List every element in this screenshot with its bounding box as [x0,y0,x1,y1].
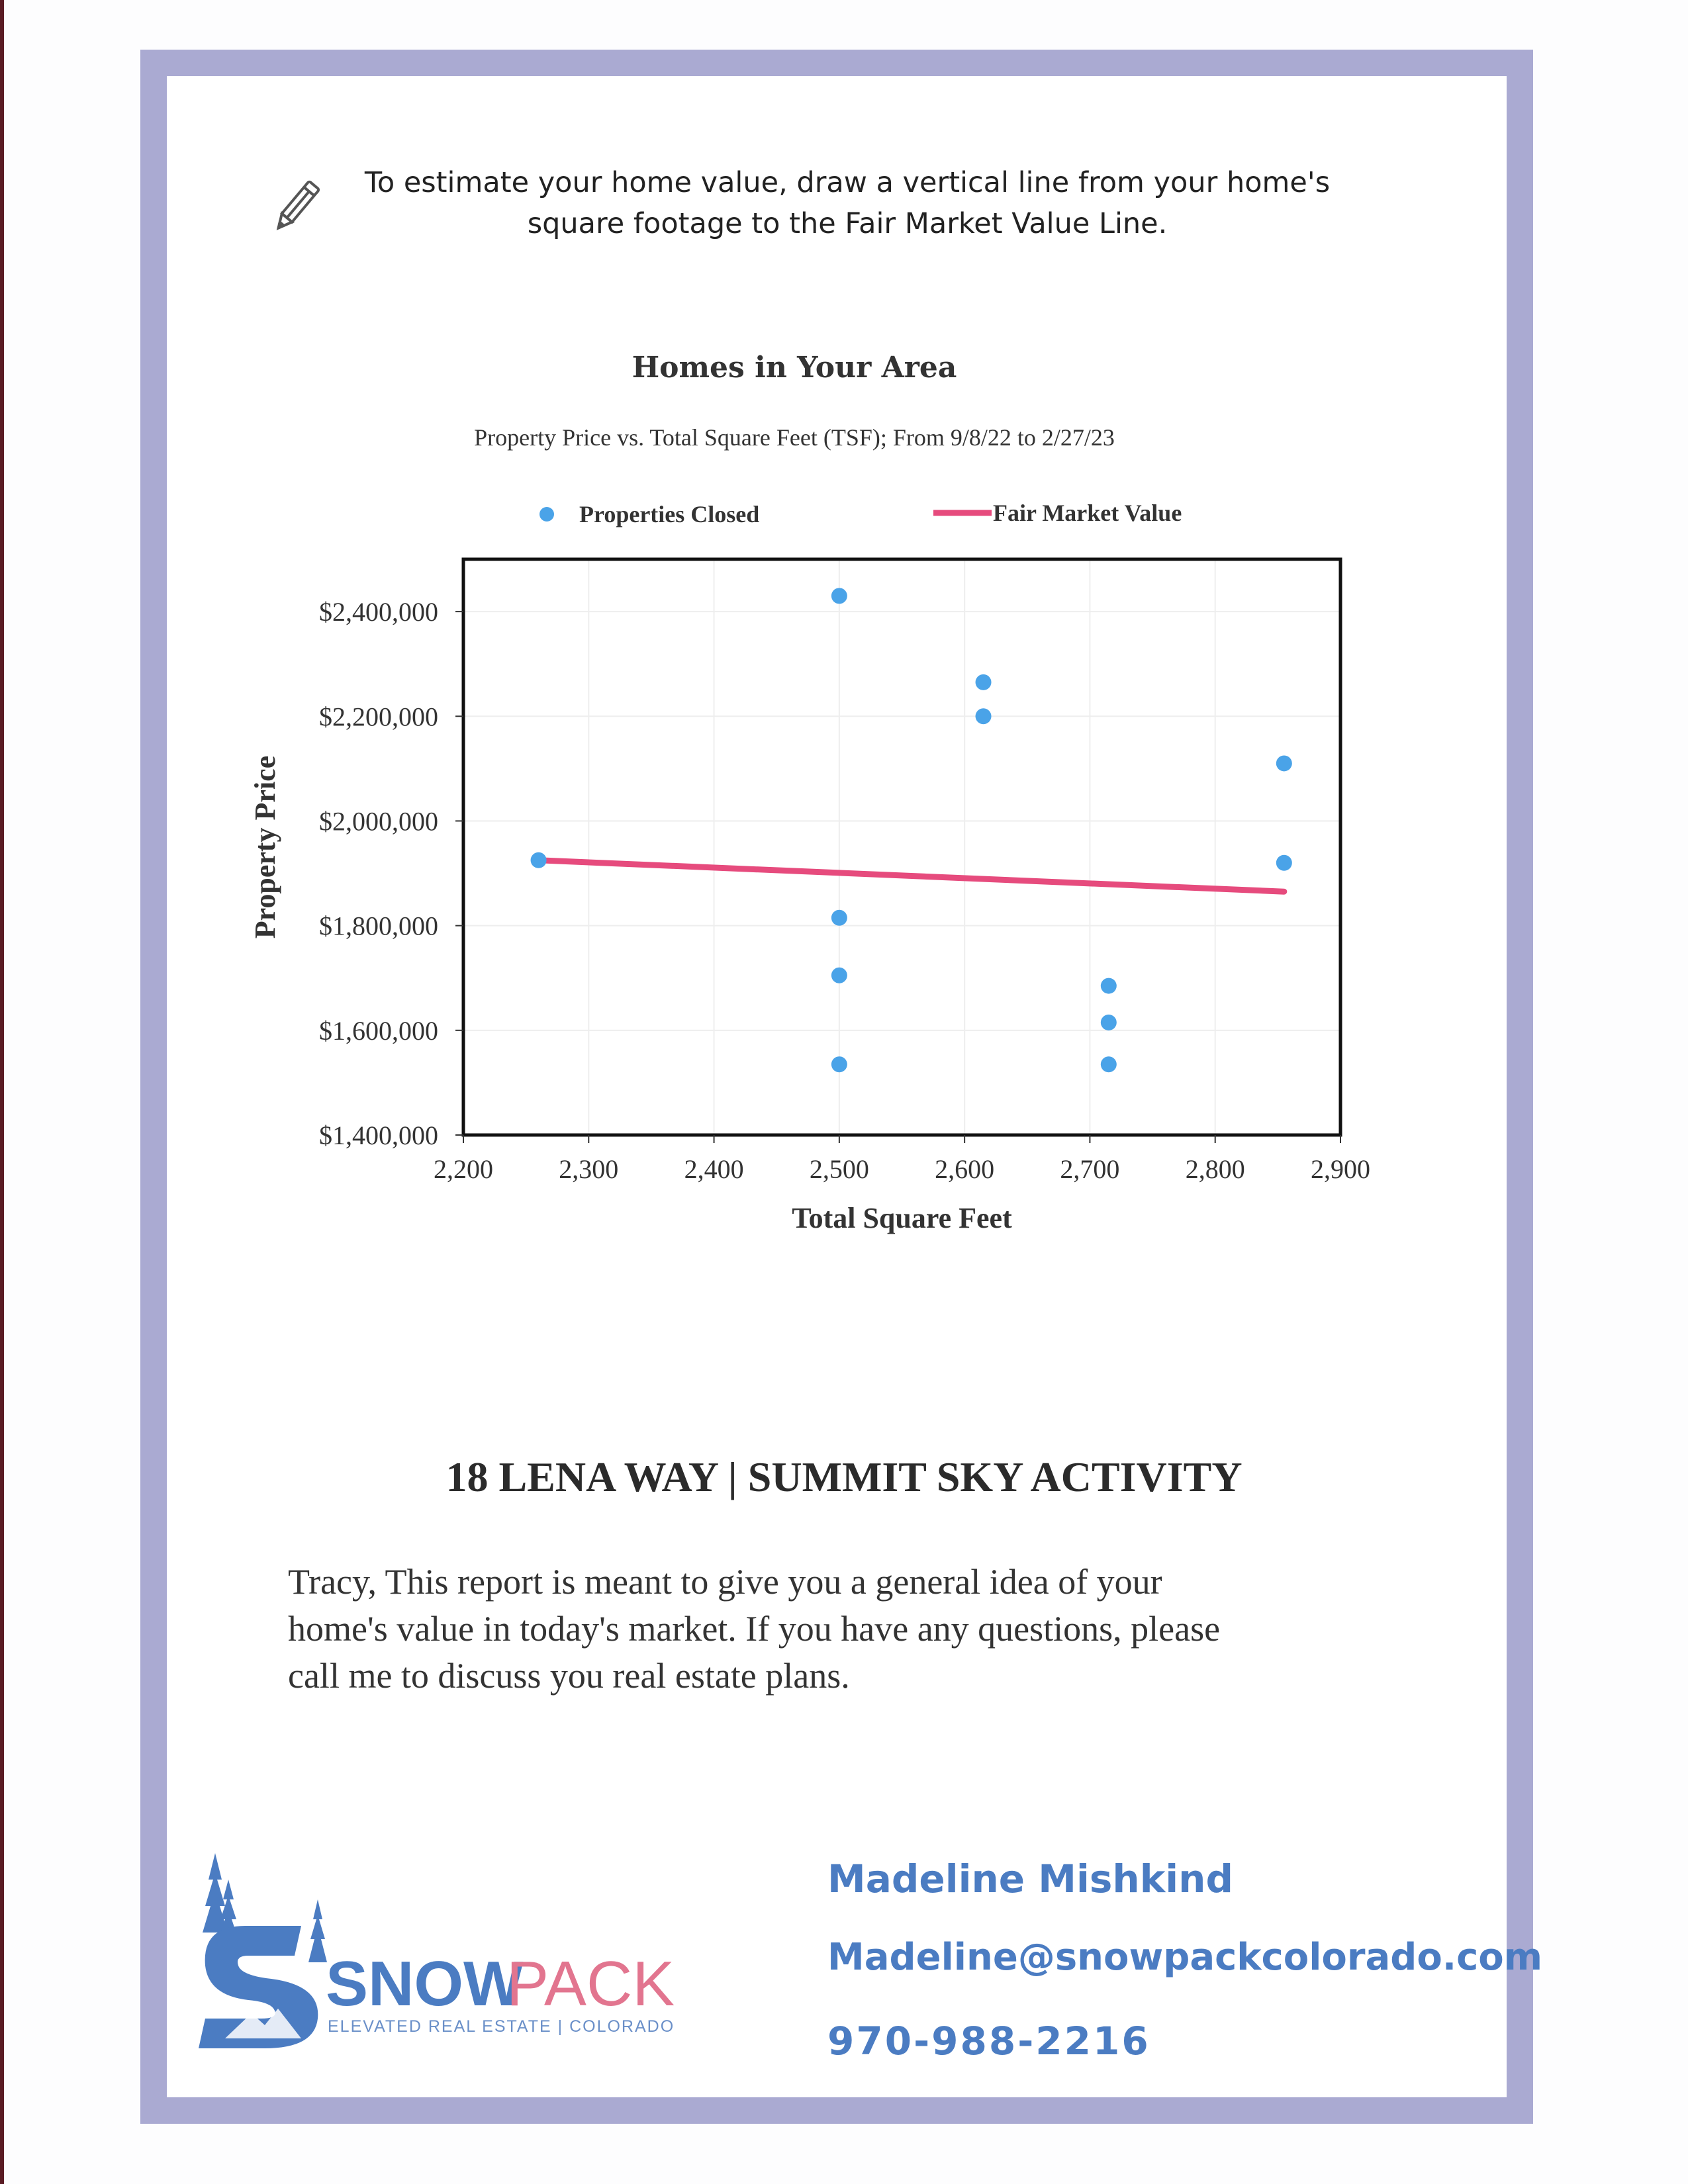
message-line-1: Tracy, This report is meant to give you a general idea of your [288,1562,1162,1602]
data-point [1101,978,1117,994]
report-message [288,1559,1446,1700]
data-point [1276,855,1292,871]
x-tick-label: 2,600 [935,1154,995,1184]
y-tick-label: $1,800,000 [319,911,438,941]
data-point [1276,755,1292,771]
data-point [531,852,547,868]
data-point [831,588,847,604]
agent-email: Madeline@snowpackcolorado.com [827,1936,1543,1979]
x-tick-label: 2,500 [809,1154,869,1184]
x-tick-label: 2,300 [559,1154,619,1184]
chart-subtitle: Property Price vs. Total Square Feet (TSF); From 9/8/22 to 2/27/23 [474,424,1115,451]
logo-snow: SNOW [326,1948,524,2019]
legend-marker-properties-closed [539,507,554,522]
data-point [1101,1056,1117,1072]
chart-title: Homes in Your Area [632,351,957,385]
legend-label-properties-closed: Properties Closed [579,501,760,527]
x-axis-label: Total Square Feet [792,1202,1012,1234]
y-tick-label: $1,400,000 [319,1120,438,1150]
agent-phone: 970-988-2216 [827,2019,1150,2064]
address-heading: 18 LENA WAY | SUMMIT SKY ACTIVITY [445,1453,1243,1500]
y-axis-label: Property Price [249,755,281,939]
data-point [976,674,992,690]
data-point [831,968,847,983]
instruction-line-2: square footage to the Fair Market Value Line. [527,207,1168,240]
y-tick-label: $1,600,000 [319,1015,438,1046]
x-tick-label: 2,900 [1311,1154,1370,1184]
legend-label-fair-market-value: Fair Market Value [993,500,1182,526]
logo-pack: PACK [506,1948,675,2019]
logo-tagline: ELEVATED REAL ESTATE | COLORADO [328,2017,675,2036]
agent-name: Madeline Mishkind [827,1856,1233,1901]
fair-market-value-line [539,860,1284,891]
message-line-2: home's value in today's market. If you have any questions, please [288,1609,1221,1649]
data-point [976,708,992,724]
data-point [1101,1015,1117,1030]
y-tick-label: $2,400,000 [319,597,438,627]
x-tick-label: 2,200 [434,1154,493,1184]
message-line-3: call me to discuss you real estate plans. [288,1656,850,1696]
x-tick-label: 2,400 [684,1154,744,1184]
data-point [831,1056,847,1072]
y-tick-label: $2,200,000 [319,702,438,732]
data-point [831,910,847,926]
x-tick-label: 2,700 [1060,1154,1120,1184]
y-tick-label: $2,000,000 [319,806,438,837]
instruction-line-1: To estimate your home value, draw a vertical line from your home's [364,166,1331,199]
x-tick-label: 2,800 [1185,1154,1245,1184]
snowpack-logo [185,1840,728,2052]
plot-area-border [463,559,1340,1135]
